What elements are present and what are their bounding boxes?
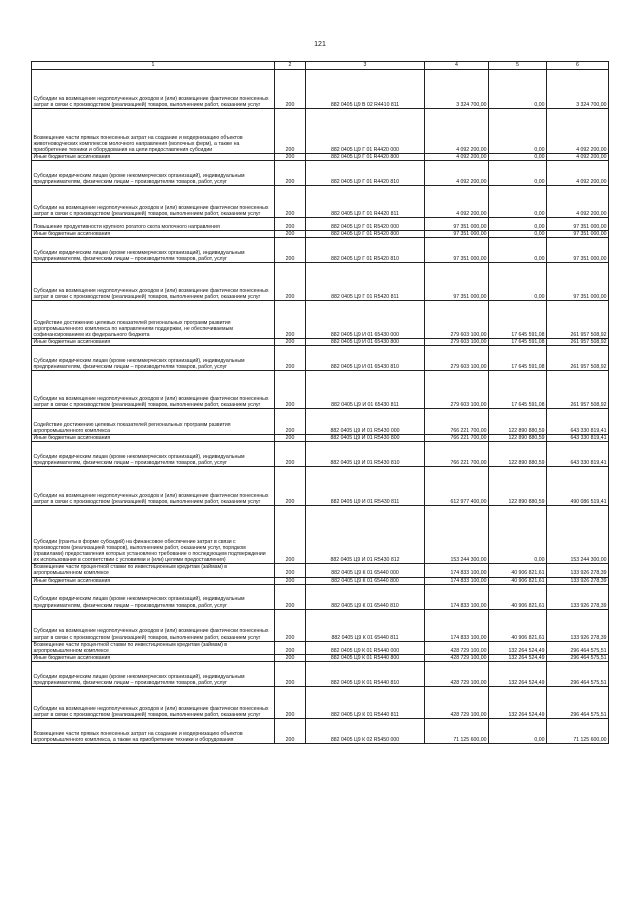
row-executed-amount: 0,00	[489, 506, 547, 564]
row-admin-code: 200	[275, 442, 306, 467]
row-planned-amount: 428 729 100,00	[425, 654, 489, 661]
row-admin-code: 200	[275, 435, 306, 442]
row-description: Субсидии юридическим лицам (кроме некоммерческих организаций), индивидуальным предпринимателям, физическим лицам – производителям товаров, работ, услуг	[32, 346, 275, 371]
row-admin-code: 200	[275, 641, 306, 654]
row-admin-code: 200	[275, 409, 306, 435]
row-executed-amount: 122 890 880,59	[489, 409, 547, 435]
column-header: 6	[547, 62, 609, 70]
column-header: 4	[425, 62, 489, 70]
row-admin-code: 200	[275, 686, 306, 718]
row-admin-code: 200	[275, 609, 306, 641]
row-remaining-amount: 97 351 000,00	[547, 263, 609, 301]
row-remaining-amount: 643 330 819,41	[547, 435, 609, 442]
row-executed-amount: 0,00	[489, 70, 547, 109]
row-planned-amount: 174 833 100,00	[425, 584, 489, 609]
row-admin-code: 200	[275, 238, 306, 263]
row-remaining-amount: 133 926 278,39	[547, 609, 609, 641]
row-remaining-amount: 4 092 200,00	[547, 154, 609, 161]
row-remaining-amount: 133 926 278,39	[547, 584, 609, 609]
row-admin-code: 200	[275, 218, 306, 231]
row-budget-code: 882 0405 Ц9 И 01 R5430 800	[306, 435, 425, 442]
row-remaining-amount: 643 330 819,41	[547, 409, 609, 435]
row-planned-amount: 428 729 100,00	[425, 641, 489, 654]
row-admin-code: 200	[275, 263, 306, 301]
row-remaining-amount: 296 464 575,51	[547, 654, 609, 661]
row-planned-amount: 279 603 100,00	[425, 301, 489, 339]
table-row	[32, 641, 609, 654]
row-remaining-amount: 4 092 200,00	[547, 161, 609, 186]
row-remaining-amount: 296 464 575,51	[547, 641, 609, 654]
row-admin-code: 200	[275, 301, 306, 339]
table-row	[32, 409, 609, 435]
table-row	[32, 301, 609, 339]
row-remaining-amount: 3 324 700,00	[547, 70, 609, 109]
row-executed-amount: 132 264 524,49	[489, 654, 547, 661]
row-planned-amount: 174 833 100,00	[425, 609, 489, 641]
row-planned-amount: 4 092 200,00	[425, 161, 489, 186]
row-budget-code: 882 0405 Ц9 К 01 R5440 811	[306, 686, 425, 718]
row-budget-code: 882 0405 Ц9 Г 01 R5420 810	[306, 238, 425, 263]
table-row	[32, 661, 609, 686]
row-admin-code: 200	[275, 371, 306, 409]
row-remaining-amount: 490 086 519,41	[547, 467, 609, 506]
table-row	[32, 109, 609, 154]
row-description: Субсидии юридическим лицам (кроме некоммерческих организаций), индивидуальным предпринимателям, физическим лицам – производителям товаров, работ, услуг	[32, 584, 275, 609]
row-executed-amount: 40 906 821,61	[489, 584, 547, 609]
table-row	[32, 654, 609, 661]
row-budget-code: 882 0405 Ц9 Г 01 R4420 000	[306, 109, 425, 154]
row-description: Иные бюджетные ассигнования	[32, 231, 275, 238]
row-admin-code: 200	[275, 70, 306, 109]
row-description: Возмещение части прямых понесенных затрат на создание и модернизацию объектов агропромышленного комплекса, а также на приобретение техники и оборудования	[32, 718, 275, 743]
row-admin-code: 200	[275, 154, 306, 161]
row-description: Иные бюджетные ассигнования	[32, 339, 275, 346]
row-admin-code: 200	[275, 186, 306, 218]
row-planned-amount: 174 833 100,00	[425, 564, 489, 577]
row-description: Субсидии на возмещение недополученных доходов и (или) возмещение фактически понесенных затрат в связи с производством (реализацией) товаров, выполнением работ, оказанием услуг	[32, 263, 275, 301]
row-executed-amount: 132 264 524,49	[489, 641, 547, 654]
row-admin-code: 200	[275, 109, 306, 154]
column-header: 3	[306, 62, 425, 70]
row-executed-amount: 40 906 821,61	[489, 577, 547, 584]
row-budget-code: 882 0405 Ц9 К 01 65440 800	[306, 577, 425, 584]
row-description: Субсидии на возмещение недополученных доходов и (или) возмещение фактически понесенных затрат в связи с производством (реализацией) товаров, выполнением работ, оказанием услуг	[32, 609, 275, 641]
row-description: Субсидии на возмещение недополученных доходов и (или) возмещение фактически понесенных затрат в связи с производством (реализацией) товаров, выполнением работ, оказанием услуг	[32, 186, 275, 218]
table-row	[32, 564, 609, 577]
row-planned-amount: 4 092 200,00	[425, 109, 489, 154]
row-description: Содействие достижению целевых показателей региональных программ развития агропромышленного комплекса по направлениям поддержки, не обеспечиваемым софинансированием из федерального бюджета	[32, 301, 275, 339]
row-remaining-amount: 4 092 200,00	[547, 186, 609, 218]
row-planned-amount: 97 351 000,00	[425, 263, 489, 301]
row-executed-amount: 0,00	[489, 109, 547, 154]
row-executed-amount: 0,00	[489, 161, 547, 186]
row-description: Иные бюджетные ассигнования	[32, 654, 275, 661]
row-budget-code: 882 0405 Ц9 И 01 R5430 810	[306, 442, 425, 467]
row-planned-amount: 4 092 200,00	[425, 186, 489, 218]
row-description: Возмещение части процентной ставки по инвестиционным кредитам (займам) в агропромышленном комплексе	[32, 564, 275, 577]
row-remaining-amount: 261 957 508,92	[547, 371, 609, 409]
row-admin-code: 200	[275, 506, 306, 564]
row-admin-code: 200	[275, 467, 306, 506]
table-row	[32, 346, 609, 371]
row-executed-amount: 0,00	[489, 154, 547, 161]
row-admin-code: 200	[275, 161, 306, 186]
table-row	[32, 339, 609, 346]
row-executed-amount: 0,00	[489, 263, 547, 301]
row-planned-amount: 97 351 000,00	[425, 218, 489, 231]
table-row	[32, 442, 609, 467]
table-row	[32, 218, 609, 231]
row-budget-code: 882 0405 Ц9 И 01 R5430 000	[306, 409, 425, 435]
row-planned-amount: 279 603 100,00	[425, 339, 489, 346]
row-remaining-amount: 4 092 200,00	[547, 109, 609, 154]
table-row	[32, 238, 609, 263]
row-planned-amount: 71 125 600,00	[425, 718, 489, 743]
table-row	[32, 506, 609, 564]
row-budget-code: 882 0405 Ц9 И 01 65430 811	[306, 371, 425, 409]
table-row	[32, 371, 609, 409]
row-description: Субсидии на возмещение недополученных доходов и (или) возмещение фактически понесенных затрат в связи с производством (реализацией) товаров, выполнением работ, оказанием услуг	[32, 686, 275, 718]
row-description: Иные бюджетные ассигнования	[32, 435, 275, 442]
table-row	[32, 154, 609, 161]
table-row	[32, 584, 609, 609]
row-budget-code: 882 0405 Ц9 Г 01 R4420 810	[306, 161, 425, 186]
row-remaining-amount: 97 351 000,00	[547, 231, 609, 238]
table-row	[32, 161, 609, 186]
row-remaining-amount: 97 351 000,00	[547, 238, 609, 263]
row-remaining-amount: 97 351 000,00	[547, 218, 609, 231]
row-admin-code: 200	[275, 654, 306, 661]
row-planned-amount: 428 729 100,00	[425, 686, 489, 718]
column-header: 5	[489, 62, 547, 70]
row-executed-amount: 122 890 880,59	[489, 435, 547, 442]
table-row	[32, 718, 609, 743]
row-budget-code: 882 0405 Ц9 И 01 65430 810	[306, 346, 425, 371]
row-executed-amount: 17 645 591,08	[489, 301, 547, 339]
row-admin-code: 200	[275, 661, 306, 686]
row-planned-amount: 4 092 200,00	[425, 154, 489, 161]
row-remaining-amount: 133 926 278,39	[547, 577, 609, 584]
column-header: 2	[275, 62, 306, 70]
row-description: Субсидии на возмещение недополученных доходов и (или) возмещение фактически понесенных затрат в связи с производством (реализацией) товаров, выполнением работ, оказанием услуг	[32, 371, 275, 409]
row-description: Субсидии юридическим лицам (кроме некоммерческих организаций), индивидуальным предпринимателям, физическим лицам – производителям товаров, работ, услуг	[32, 238, 275, 263]
row-planned-amount: 97 351 000,00	[425, 238, 489, 263]
row-executed-amount: 0,00	[489, 718, 547, 743]
row-executed-amount: 132 264 524,49	[489, 686, 547, 718]
row-description: Возмещение части процентной ставки по инвестиционным кредитам (займам) в агропромышленном комплексе	[32, 641, 275, 654]
row-remaining-amount: 261 957 508,92	[547, 346, 609, 371]
row-executed-amount: 0,00	[489, 186, 547, 218]
row-budget-code: 882 0405 Ц9 К 01 65440 810	[306, 584, 425, 609]
row-budget-code: 882 0405 Ц9 Г 01 R5420 000	[306, 218, 425, 231]
row-budget-code: 882 0405 Ц9 К 01 65440 000	[306, 564, 425, 577]
row-remaining-amount: 296 464 575,51	[547, 661, 609, 686]
row-planned-amount: 766 221 700,00	[425, 409, 489, 435]
table-row	[32, 231, 609, 238]
row-remaining-amount: 261 957 508,92	[547, 339, 609, 346]
table-row	[32, 686, 609, 718]
row-executed-amount: 122 890 880,59	[489, 442, 547, 467]
row-description: Иные бюджетные ассигнования	[32, 154, 275, 161]
row-executed-amount: 17 645 591,08	[489, 371, 547, 409]
row-executed-amount: 132 264 524,49	[489, 661, 547, 686]
row-description: Субсидии (гранты в форме субсидий) на финансовое обеспечение затрат в связи с производством (реализацией товаров), выполнением работ, оказанием услуг, порядком (правилами) предоставления которых установлено требование о последующем подтверждении их использования в соответствии с условиями и (или) целями предоставления)	[32, 506, 275, 564]
row-description: Субсидии юридическим лицам (кроме некоммерческих организаций), индивидуальным предпринимателям, физическим лицам – производителям товаров, работ, услуг	[32, 442, 275, 467]
row-executed-amount: 0,00	[489, 238, 547, 263]
row-executed-amount: 17 645 591,08	[489, 346, 547, 371]
row-admin-code: 200	[275, 346, 306, 371]
row-remaining-amount: 153 244 300,00	[547, 506, 609, 564]
table-row	[32, 577, 609, 584]
row-planned-amount: 612 977 400,00	[425, 467, 489, 506]
row-description: Субсидии юридическим лицам (кроме некоммерческих организаций), индивидуальным предпринимателям, физическим лицам – производителям товаров, работ, услуг	[32, 161, 275, 186]
row-planned-amount: 97 351 000,00	[425, 231, 489, 238]
row-budget-code: 882 0405 Ц9 К 01 65440 811	[306, 609, 425, 641]
table-row	[32, 609, 609, 641]
row-planned-amount: 766 221 700,00	[425, 435, 489, 442]
budget-table	[31, 61, 609, 744]
row-budget-code: 882 0405 Ц9 К 01 R5440 810	[306, 661, 425, 686]
table-row	[32, 70, 609, 109]
row-executed-amount: 40 906 821,61	[489, 564, 547, 577]
row-planned-amount: 174 833 100,00	[425, 577, 489, 584]
row-budget-code: 882 0405 Ц9 И 01 R5430 812	[306, 506, 425, 564]
row-remaining-amount: 133 926 278,39	[547, 564, 609, 577]
row-admin-code: 200	[275, 339, 306, 346]
row-admin-code: 200	[275, 584, 306, 609]
row-executed-amount: 40 906 821,61	[489, 609, 547, 641]
row-remaining-amount: 643 330 819,41	[547, 442, 609, 467]
row-description: Иные бюджетные ассигнования	[32, 577, 275, 584]
table-row	[32, 263, 609, 301]
table-header-row	[32, 62, 609, 70]
table-body	[32, 70, 609, 744]
row-description: Субсидии юридическим лицам (кроме некоммерческих организаций), индивидуальным предпринимателям, физическим лицам – производителям товаров, работ, услуг	[32, 661, 275, 686]
row-executed-amount: 122 890 880,59	[489, 467, 547, 506]
row-description: Субсидии на возмещение недополученных доходов и (или) возмещение фактически понесенных затрат в связи с производством (реализацией) товаров, выполнением работ, оказанием услуг	[32, 70, 275, 109]
row-remaining-amount: 71 125 600,00	[547, 718, 609, 743]
row-budget-code: 882 0405 Ц9 К 02 R5450 000	[306, 718, 425, 743]
row-admin-code: 200	[275, 231, 306, 238]
row-planned-amount: 3 324 700,00	[425, 70, 489, 109]
row-admin-code: 200	[275, 564, 306, 577]
row-admin-code: 200	[275, 718, 306, 743]
row-executed-amount: 0,00	[489, 218, 547, 231]
row-budget-code: 882 0405 Ц9 И 01 65430 800	[306, 339, 425, 346]
row-budget-code: 882 0405 Ц9 Г 01 R4420 800	[306, 154, 425, 161]
row-executed-amount: 17 645 591,08	[489, 339, 547, 346]
row-executed-amount: 0,00	[489, 231, 547, 238]
row-planned-amount: 428 729 100,00	[425, 661, 489, 686]
row-planned-amount: 153 244 300,00	[425, 506, 489, 564]
row-planned-amount: 766 221 700,00	[425, 442, 489, 467]
row-description: Повышение продуктивности крупного рогатого скота молочного направления	[32, 218, 275, 231]
row-budget-code: 882 0405 Ц9 Г 01 R5420 800	[306, 231, 425, 238]
table-row	[32, 186, 609, 218]
row-planned-amount: 279 603 100,00	[425, 346, 489, 371]
table-row	[32, 435, 609, 442]
row-planned-amount: 279 603 100,00	[425, 371, 489, 409]
table-row	[32, 467, 609, 506]
row-budget-code: 882 0405 Ц9 В 02 R4410 811	[306, 70, 425, 109]
row-budget-code: 882 0405 Ц9 Г 01 R5420 811	[306, 263, 425, 301]
row-budget-code: 882 0405 Ц9 Г 01 R4420 811	[306, 186, 425, 218]
row-budget-code: 882 0405 Ц9 И 01 R5430 811	[306, 467, 425, 506]
row-description: Возмещение части прямых понесенных затрат на создание и модернизацию объектов животноводческих комплексов молочного направления (молочных ферм), а также на приобретение техники и оборудования на цели предоставления субсидии	[32, 109, 275, 154]
row-admin-code: 200	[275, 577, 306, 584]
column-header: 1	[32, 62, 275, 70]
page-number: 121	[314, 41, 326, 48]
row-description: Субсидии на возмещение недополученных доходов и (или) возмещение фактически понесенных затрат в связи с производством (реализацией) товаров, выполнением работ, оказанием услуг	[32, 467, 275, 506]
row-remaining-amount: 261 957 508,92	[547, 301, 609, 339]
row-budget-code: 882 0405 Ц9 К 01 R5440 800	[306, 654, 425, 661]
row-budget-code: 882 0405 Ц9 К 01 R5440 000	[306, 641, 425, 654]
row-remaining-amount: 296 464 575,51	[547, 686, 609, 718]
row-budget-code: 882 0405 Ц9 И 01 65430 000	[306, 301, 425, 339]
row-description: Содействие достижению целевых показателей региональных программ развития агропромышленного комплекса	[32, 409, 275, 435]
